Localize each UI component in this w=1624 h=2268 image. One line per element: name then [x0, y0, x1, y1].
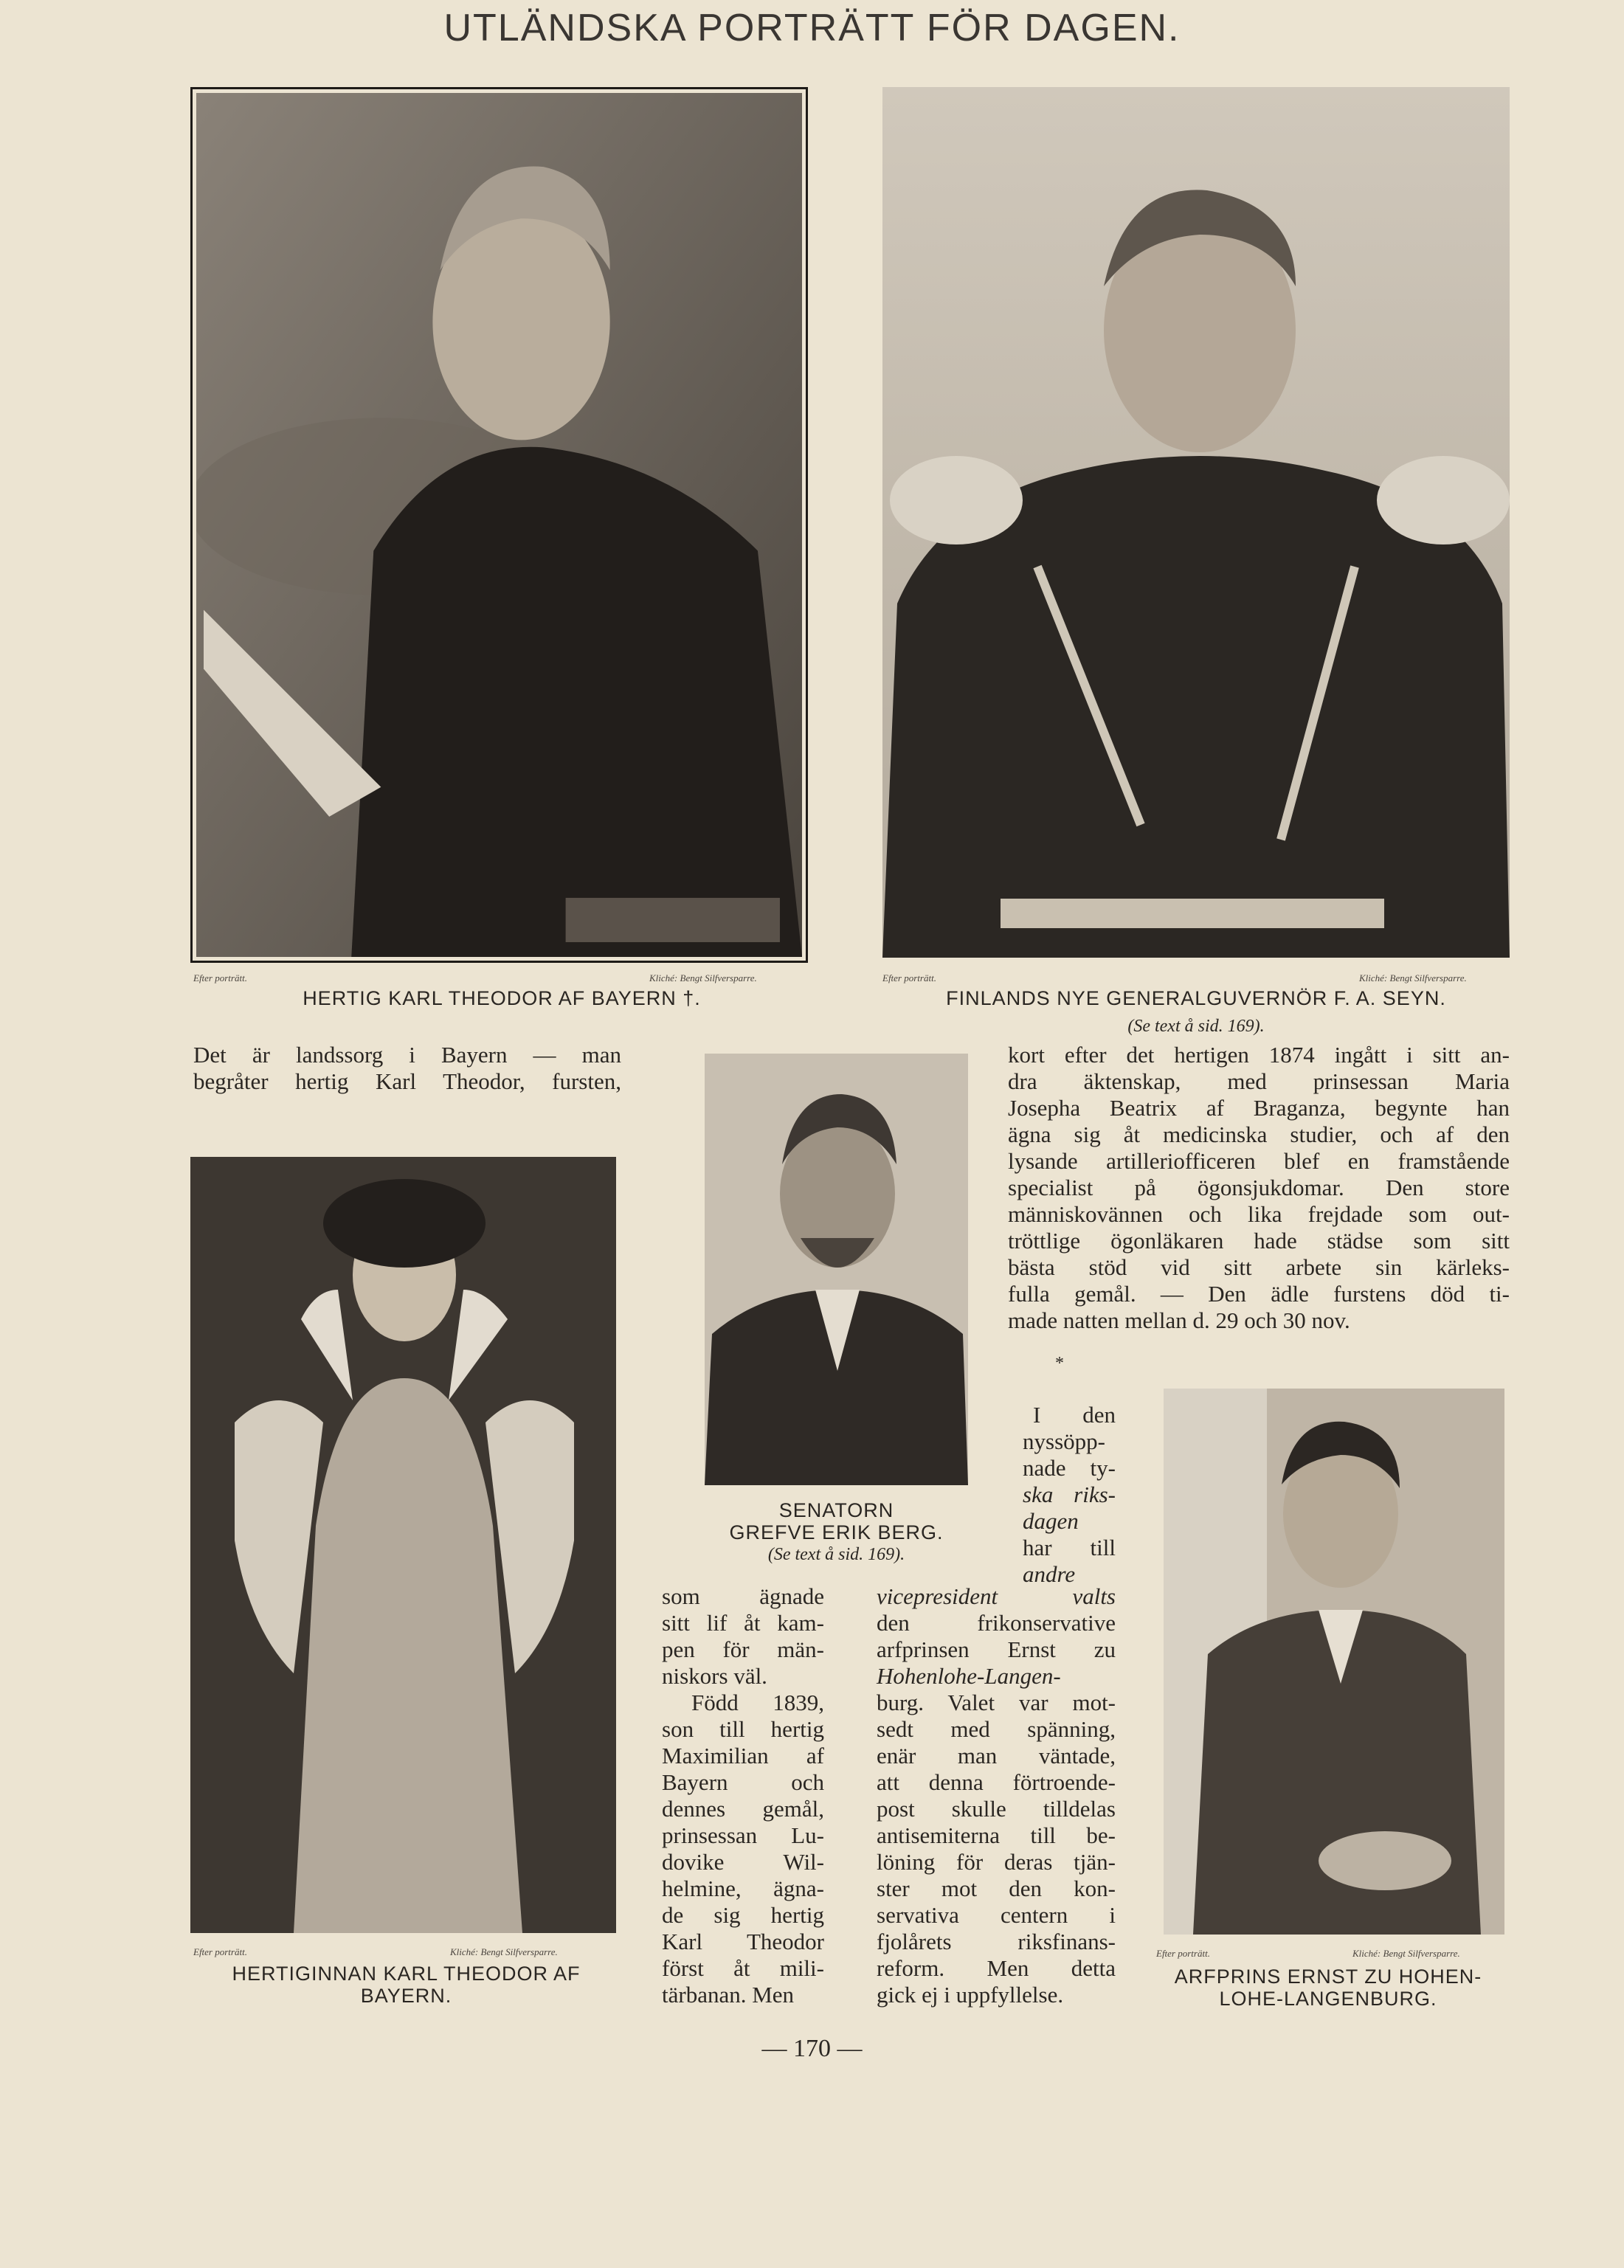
- caption-seyn-reference: (Se text å sid. 169).: [1127, 1017, 1265, 1036]
- text-line: de sig hertig: [662, 1902, 824, 1928]
- caption-berg-title: SENATORN: [778, 1499, 894, 1521]
- text-line: helmine, ägna-: [662, 1875, 824, 1901]
- text-line: gick ej i uppfyllelse.: [877, 1982, 1064, 2008]
- text-line: burg. Valet var mot-: [877, 1690, 1116, 1715]
- text-line: har till: [1023, 1535, 1116, 1560]
- text-line: fjolårets riksfinans-: [877, 1929, 1116, 1954]
- credit-photographer: Efter porträtt.: [1156, 1948, 1210, 1959]
- text-line: Hohenlohe-Langen-: [877, 1663, 1061, 1689]
- text-line: niskors väl.: [662, 1663, 767, 1689]
- caption-seyn: FINLANDS NYE GENERALGUVERNÖR F. A. SEYN.: [946, 987, 1446, 1009]
- caption-berg-reference: (Se text å sid. 169).: [767, 1545, 905, 1564]
- caption-hohenlohe-line1: ARFPRINS ERNST ZU HOHEN-: [1174, 1966, 1482, 1988]
- text-line: dennes gemål,: [662, 1796, 824, 1822]
- intro-paragraph: [193, 1042, 621, 1095]
- text-line: den frikonservative: [877, 1610, 1116, 1636]
- text-line: som ägnade: [662, 1583, 824, 1609]
- credit-photographer: Efter porträtt.: [193, 1946, 247, 1957]
- text-line: andre: [1023, 1561, 1076, 1587]
- text-line: löning för deras tjän-: [877, 1849, 1116, 1875]
- text-line: pen för män-: [662, 1636, 824, 1662]
- text-line: arfprinsen Ernst zu: [877, 1636, 1116, 1662]
- text-line: nyssöpp-: [1023, 1428, 1105, 1454]
- text-line: Det är landssorg i Bayern — man: [193, 1042, 621, 1068]
- credit-engraver: Kliché: Bengt Silfversparre.: [450, 1946, 558, 1957]
- paragraph-karl-theodor-cont: [1008, 1042, 1510, 1334]
- portrait-seyn: [882, 87, 1510, 958]
- text-line: lysande artilleriofficeren blef en framstående: [1008, 1148, 1510, 1174]
- text-line: enär man väntade,: [877, 1743, 1116, 1769]
- portrait-berg: [705, 1054, 968, 1485]
- caption-karl-theodor: HERTIG KARL THEODOR AF BAYERN †.: [303, 987, 701, 1009]
- caption-duchess-line1: HERTIGINNAN KARL THEODOR AF: [232, 1963, 581, 1985]
- text-line: tröttlige ögonläkaren hade städse som sitt: [1008, 1228, 1510, 1254]
- page-title: UTLÄNDSKA PORTRÄTT FÖR DAGEN.: [443, 7, 1181, 49]
- text-line: begråter hertig Karl Theodor, fursten,: [193, 1068, 621, 1094]
- text-line: post skulle tilldelas: [877, 1796, 1116, 1822]
- text-line: nade ty-: [1023, 1455, 1116, 1481]
- text-line: människovännen och lika frejdade som out-: [1008, 1201, 1510, 1227]
- caption-hohenlohe-line2: LOHE-LANGENBURG.: [1219, 1988, 1437, 2010]
- credit-photographer: Efter porträtt.: [193, 972, 247, 983]
- text-line: reform. Men detta: [877, 1955, 1116, 1981]
- text-line: vicepresident valts: [877, 1583, 1116, 1609]
- text-line: Josepha Beatrix af Braganza, begynte han: [1008, 1095, 1510, 1121]
- text-line: kort efter det hertigen 1874 ingått i sitt an-: [1008, 1042, 1510, 1068]
- text-line: made natten mellan d. 29 och 30 nov.: [1008, 1307, 1350, 1333]
- text-line: antisemiterna till be-: [877, 1822, 1116, 1848]
- portrait-hohenlohe: [1164, 1389, 1504, 1935]
- text-line: ska riks-: [1023, 1482, 1116, 1507]
- text-line: Karl Theodor: [662, 1929, 824, 1954]
- text-line: prinsessan Lu-: [662, 1822, 824, 1848]
- paragraph-hohenlohe: [877, 1583, 1116, 2008]
- text-line: Född 1839,: [691, 1690, 824, 1715]
- credit-engraver: Kliché: Bengt Silfversparre.: [649, 972, 757, 983]
- caption-berg-name: GREFVE ERIK BERG.: [729, 1521, 944, 1543]
- text-line: först åt mili-: [662, 1955, 824, 1981]
- text-line: ägna sig åt medicinska studier, och af den: [1008, 1121, 1510, 1147]
- credit-engraver: Kliché: Bengt Silfversparre.: [1359, 972, 1467, 983]
- credit-engraver: Kliché: Bengt Silfversparre.: [1352, 1948, 1460, 1959]
- caption-duchess-line2: BAYERN.: [360, 1985, 452, 2007]
- paragraph-reichstag-intro: [1023, 1402, 1116, 1588]
- text-line: sedt med spänning,: [877, 1716, 1116, 1742]
- text-line: specialist på ögonsjukdomar. Den store: [1008, 1175, 1510, 1200]
- text-line: att denna förtroende-: [877, 1769, 1116, 1795]
- text-line: Maximilian af: [662, 1743, 824, 1769]
- text-line: sitt lif åt kam-: [662, 1610, 824, 1636]
- text-line: son till hertig: [662, 1716, 824, 1742]
- section-separator: *: [1055, 1354, 1064, 1373]
- credit-photographer: Efter porträtt.: [882, 972, 936, 983]
- text-line: I den: [1033, 1402, 1116, 1428]
- text-line: ster mot den kon-: [877, 1875, 1116, 1901]
- page-number: — 170 —: [761, 2035, 863, 2062]
- text-line: bästa stöd vid sitt arbete sin kärleks-: [1008, 1254, 1510, 1280]
- text-line: tärbanan. Men: [662, 1982, 795, 2008]
- text-line: dagen: [1023, 1508, 1079, 1534]
- text-line: fulla gemål. — Den ädle furstens död ti-: [1008, 1281, 1510, 1307]
- text-line: Bayern och: [662, 1769, 824, 1795]
- text-line: servativa centern i: [877, 1902, 1116, 1928]
- paragraph-karl-theodor-bio: [662, 1583, 824, 2008]
- portrait-duchess: [190, 1157, 616, 1933]
- text-line: dra äktenskap, med prinsessan Maria: [1008, 1068, 1510, 1094]
- portrait-karl-theodor: [190, 87, 808, 963]
- text-line: dovike Wil-: [662, 1849, 824, 1875]
